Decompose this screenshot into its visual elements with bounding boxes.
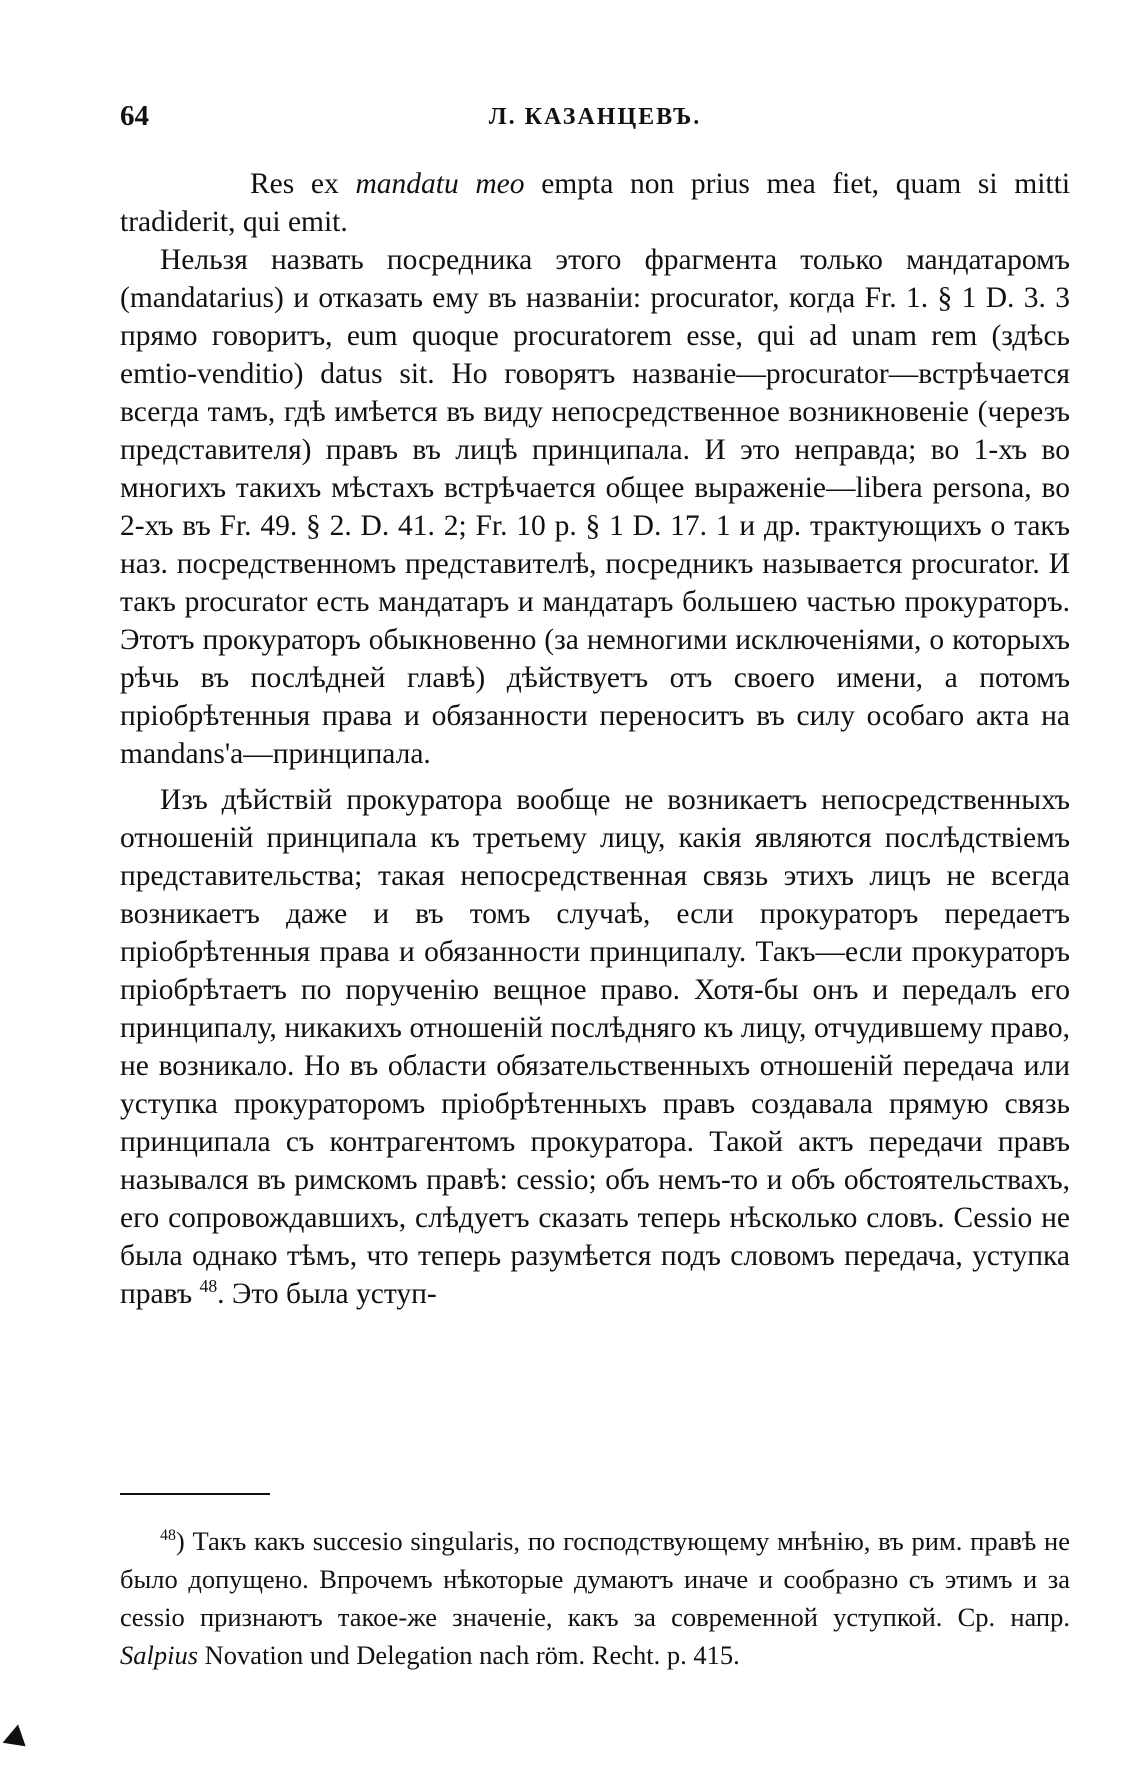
- footnote-number: 48: [160, 1527, 176, 1545]
- footnote-ref: 48: [199, 1276, 218, 1297]
- main-text: [120, 165, 1070, 1313]
- latin-quote-post: empta non prius mea fiet, quam si mitti tradiderit, qui emit.: [120, 168, 1071, 238]
- paragraph-2-tail: . Это была уступ-: [217, 1278, 437, 1310]
- footnote-divider: [120, 1493, 270, 1495]
- paragraph-1: Нельзя назвать посредника этого фрагмента только мандатаромъ (mandatarius) и отказать ему въ названіи: procurator, когда Fr. 1. § 1 D. 3. 3 прямо говоритъ, eum quoque procuratorem esse, qui ad unam rem (здѣсь emtio-venditio) datus sit. Но говорятъ названіе—procurator—встрѣчается всегда тамъ, гдѣ имѣется въ виду непосредственное возникновеніе (черезъ представителя) правъ въ лицѣ принципала. И это неправда; во 1-хъ во многихъ такихъ мѣстахъ встрѣчается общее выраженіе—libera persona, во 2-хъ въ Fr. 49. § 2. D. 41. 2; Fr. 10 p. § 1 D. 17. 1 и др. трактующихъ о такъ наз. посредственномъ представителѣ, посредникъ называется procurator. И такъ procurator есть мандатаръ и мандатаръ большею частью прокураторъ. Этотъ прокураторъ обыкновенно (за немногими исключеніями, о которыхъ рѣчь въ послѣдней главѣ) дѣйствуетъ отъ своего имени, а потомъ пріобрѣтенныя права и обязанности переноситъ въ силу особаго акта на mandans'а—принципала.: [120, 244, 1070, 770]
- latin-quote: [120, 165, 1070, 241]
- paragraph-2-text: Изъ дѣйствій прокуратора вообще не возникаетъ непосредственныхъ отношеній принципала къ третьему лицу, какія являются послѣдствіемъ представительства; такая непосредственная связь этихъ лицъ не всегда возникаетъ даже и въ томъ случаѣ, если прокураторъ передаетъ пріобрѣтенныя права и обязанности принципалу. Такъ—если прокураторъ пріобрѣтаетъ по порученію вещное право. Хотя-бы онъ и передалъ его принципалу, никакихъ отношеній послѣдняго къ лицу, отчудившему право, не возникало. Но въ области обязательственныхъ отношеній передача или уступка прокураторомъ пріобрѣтенныхъ правъ создавала прямую связь принципала съ контрагентомъ прокуратора. Такой актъ передачи правъ назывался въ римскомъ правѣ: cessio; объ немъ-то и объ обстоятельствахъ, его сопровождавшихъ, слѣдуетъ сказать теперь нѣсколько словъ. Cessio не была однако тѣмъ, что теперь разумѣется подъ словомъ передача, уступка правъ: [120, 784, 1070, 1310]
- page-header: [120, 100, 1070, 140]
- footnotes: [120, 1522, 1070, 1674]
- paragraph-2: [120, 781, 1070, 1313]
- running-title: Л. КАЗАНЦЕВЪ.: [488, 104, 702, 130]
- latin-quote-pre: Res ex: [250, 168, 356, 200]
- footnote-text-pre: ) Такъ какъ succesio singularis, по господствующему мнѣнію, въ рим. правѣ не было допущено. Впрочемъ нѣкоторые думаютъ иначе и сообразно съ этимъ и за cessio признаютъ такое-же значеніе, какъ за современной уступкой. Ср. напр.: [120, 1526, 1070, 1632]
- page-number: 64: [120, 100, 149, 132]
- corner-arrow-icon: [3, 1724, 34, 1755]
- footnote-author: Salpius: [120, 1640, 199, 1670]
- footnote-text-post: Novation und Delegation nach röm. Recht. p. 415.: [198, 1640, 740, 1670]
- latin-quote-italic: mandatu meo: [355, 168, 525, 200]
- footnote-48: [120, 1522, 1070, 1674]
